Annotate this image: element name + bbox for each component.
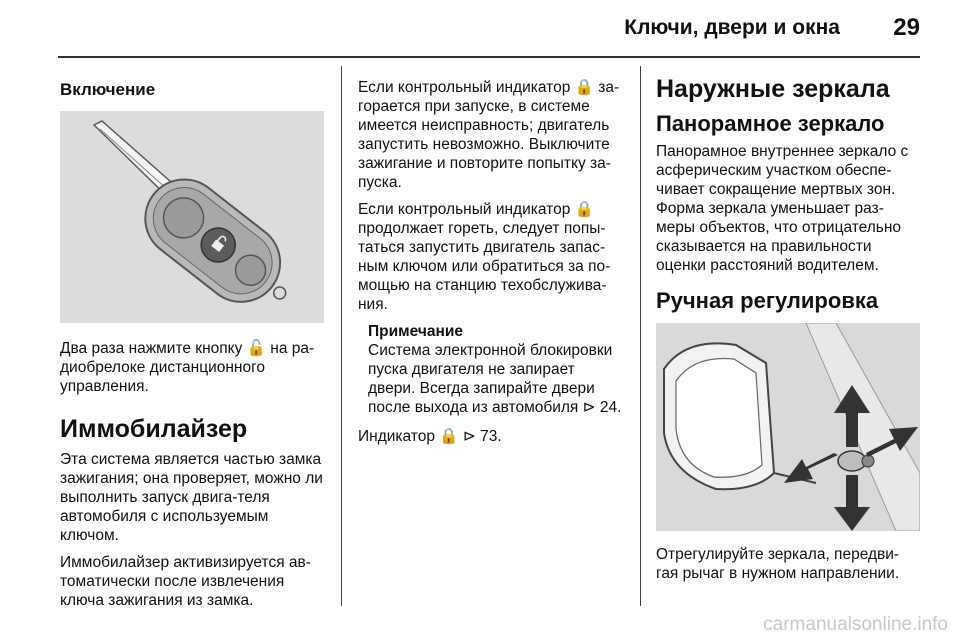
section-title-immobilizer: Иммобилайзер: [60, 415, 248, 443]
panoramic-paragraph: Панорамное внутреннее зеркало с асферическим участком обеспе-чивает сокращение мертвых зон. Форма зеркала уменьшает раз-меры объектов, что отрицательно сказывается на правильности оценки расстояний водителем.: [656, 143, 909, 274]
note-title: Примечание: [368, 323, 463, 340]
column-divider-2: [640, 66, 641, 606]
page-number: 29: [893, 14, 920, 41]
left-column: [60, 70, 324, 618]
mirror-adjust-illustration: [656, 323, 920, 531]
note-block: [368, 322, 622, 417]
immobilizer-paragraph-1: Эта система является частью замка зажигания; она проверяет, можно ли выполнить запуск двига-теля автомобиля с используемым ключом.: [60, 451, 323, 544]
section-title-exterior-mirrors: Наружные зеркала: [656, 75, 890, 103]
key-fob-caption: Два раза нажмите кнопку 🔓 на ра-диобрелоке дистанционного управления.: [60, 340, 315, 395]
key-fob-illustration: [60, 111, 324, 323]
mirror-drawing: [656, 323, 920, 531]
subsection-title-panoramic: Панорамное зеркало: [656, 111, 885, 136]
indicator-paragraph-1: Если контрольный индикатор 🔒 за-горается при запуске, в системе имеется неисправность; двигатель запустить невозможно. Выключите зажигание и повторите попытку за-пуска.: [358, 79, 620, 191]
right-column: [656, 74, 920, 591]
immobilizer-paragraph-2: Иммобилайзер активизируется ав-томатически после извлечения ключа зажигания из замка.: [60, 554, 311, 609]
middle-column: [358, 78, 622, 454]
mirror-caption: Отрегулируйте зеркала, передви-гая рычаг в нужном направлении.: [656, 546, 900, 582]
subsection-title-manual: Ручная регулировка: [656, 288, 879, 313]
page-header: [0, 0, 960, 62]
section-heading-enable: Включение: [60, 80, 156, 99]
column-divider-1: [341, 66, 342, 606]
key-fob-drawing: [60, 111, 324, 323]
indicator-reference: Индикатор 🔒 ⊳ 73.: [358, 428, 502, 445]
watermark: carmanualsonline.info: [763, 614, 948, 635]
header-rule: [58, 56, 920, 58]
indicator-paragraph-2: Если контрольный индикатор 🔒 продолжает гореть, следует попы-таться запустить двигатель запас-ным ключом или обратиться за по-мощью на станцию техобслужива-ния.: [358, 201, 611, 313]
header-title: Ключи, двери и окна: [624, 16, 840, 39]
note-text: Система электронной блокировки пуска двигателя не запирает двери. Всегда запирайте двери после выхода из автомобиля ⊳ 24.: [368, 342, 622, 416]
